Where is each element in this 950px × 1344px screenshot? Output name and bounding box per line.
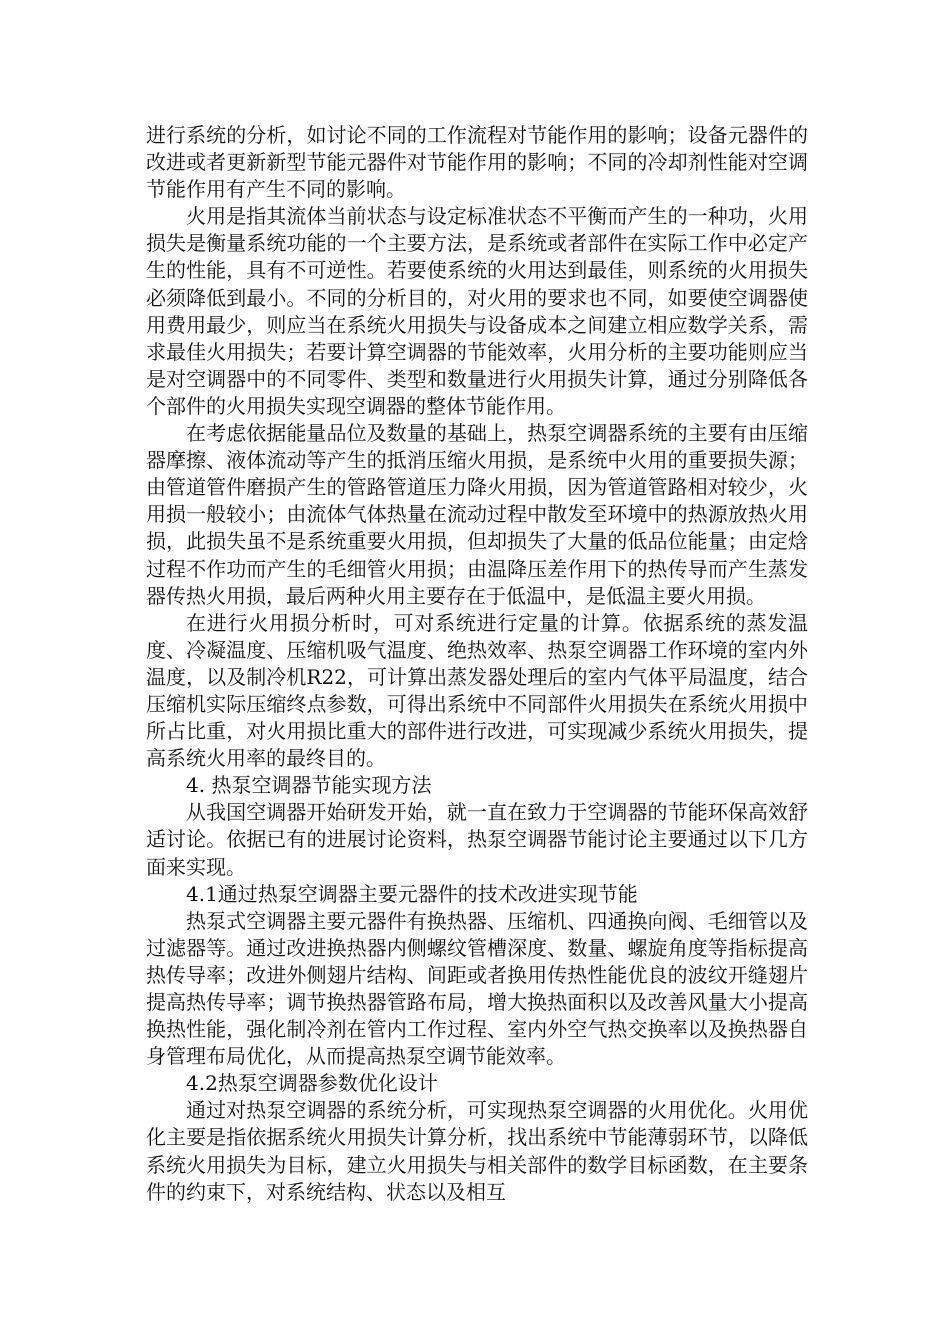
- section-heading-4-2: 4.2热泵空调器参数优化设计: [186, 1071, 438, 1096]
- paragraph-section-4-intro: 从我国空调器开始研发开始，就一直在致力于空调器的节能环保高效舒适讨论。依据已有的进展讨论资料，热泵空调器节能讨论主要通过以下几方面来实现。: [146, 800, 808, 879]
- section-heading-4-1: 4.1通过热泵空调器主要元器件的技术改进实现节能: [186, 881, 638, 906]
- paragraph-exergy-loss-sources: 在考虑依据能量品位及数量的基础上，热泵空调器系统的主要有由压缩器摩擦、液体流动等产生的抵消压缩火用损，是系统中火用的重要损失源；由管道管件磨损产生的管路管道压力降火用损，因为管道管路相对较少，火用损一般较小；由流体气体热量在流动过程中散发至环境中的热源放热火用损，此损失虽不是系统重要火用损，但却损失了大量的低品位能量；由定焓过程不作功而产生的毛细管火用损；由温降压差作用下的热传导而产生蒸发器传热火用损，最后两种火用主要存在于低温中，是低温主要火用损。: [146, 421, 808, 608]
- paragraph-continuation: 进行系统的分析，如讨论不同的工作流程对节能作用的影响；设备元器件的改进或者更新新型节能元器件对节能作用的影响；不同的冷却剂性能对空调节能作用有产生不同的影响。: [146, 123, 808, 202]
- paragraph-exergy-definition: 火用是指其流体当前状态与设定标准状态不平衡而产生的一种功，火用损失是衡量系统功能的一个主要方法，是系统或者部件在实际工作中必定产生的性能，具有不可逆性。若要使系统的火用达到最佳，则系统的火用损失必须降低到最小。不同的分析目的，对火用的要求也不同，如要使空调器使用费用最少，则应当在系统火用损失与设备成本之间建立相应数学关系，需求最佳火用损失；若要计算空调器的节能效率，火用分析的主要功能则应当是对空调器中的不同零件、类型和数量进行火用损失计算，通过分别降低各个部件的火用损失实现空调器的整体节能作用。: [146, 204, 808, 418]
- paragraph-components-improvement: 热泵式空调器主要元器件有换热器、压缩机、四通换向阀、毛细管以及过滤器等。通过改进换热器内侧螺纹管槽深度、数量、螺旋角度等指标提高热传导率；改进外侧翅片结构、间距或者换用传热性能优良的波纹开缝翅片提高热传导率；调节换热器管路布局，增大换热面积以及改善风量大小提高换热性能，强化制冷剂在管内工作过程、室内外空气热交换率以及换热器自身管理布局优化，从而提高热泵空调节能效率。: [146, 908, 808, 1069]
- paragraph-parameter-optimization: 通过对热泵空调器的系统分析，可实现热泵空调器的火用优化。火用优化主要是指依据系统火用损失计算分析，找出系统中节能薄弱环节，以降低系统火用损失为目标，建立火用损失与相关部件的数学目标函数，在主要条件的约束下，对系统结构、状态以及相互: [146, 1098, 808, 1204]
- paragraph-exergy-loss-analysis: 在进行火用损分析时，可对系统进行定量的计算。依据系统的蒸发温度、冷凝温度、压缩机吸气温度、绝热效率、热泵空调器工作环境的室内外温度，以及制冷机R22，可计算出蒸发器处理后的室内气体平局温度，结合压缩机实际压缩终点参数，可得出系统中不同部件火用损失在系统火用损中所占比重，对火用损比重大的部件进行改进，可实现减少系统火用损失，提高系统火用率的最终目的。: [146, 610, 808, 771]
- section-heading-4: 4. 热泵空调器节能实现方法: [186, 773, 432, 798]
- document-body: [146, 122, 808, 1206]
